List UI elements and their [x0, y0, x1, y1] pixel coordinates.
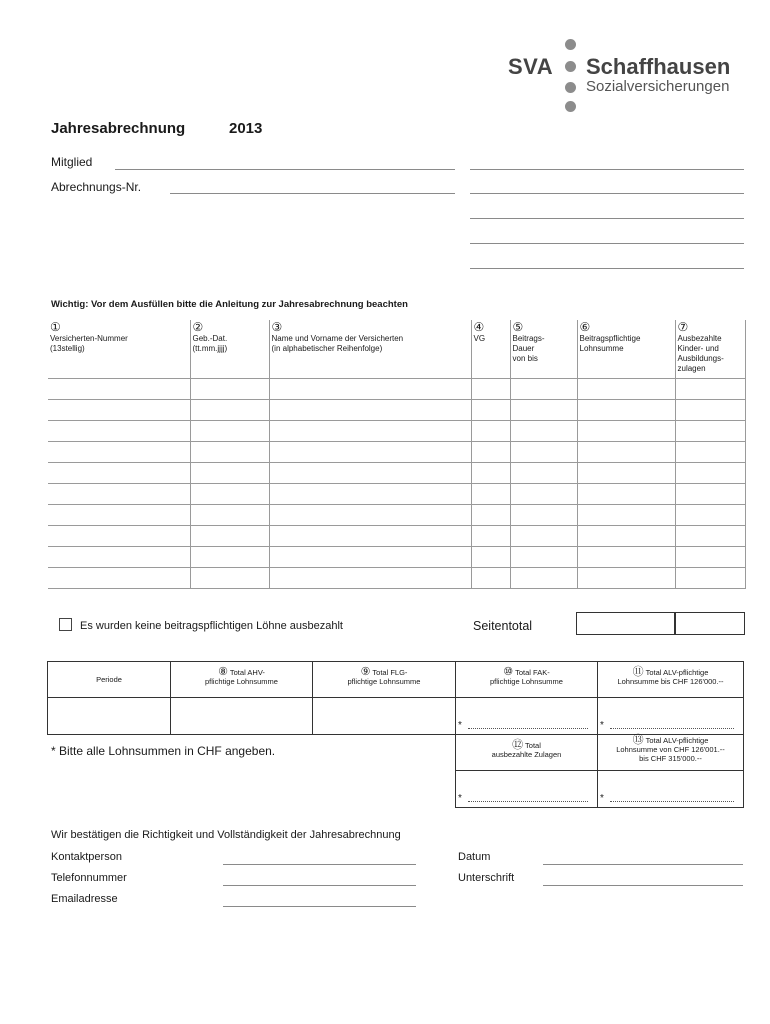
table-cell[interactable] — [48, 547, 190, 568]
table-cell[interactable] — [471, 526, 510, 547]
table-cell[interactable] — [510, 421, 577, 442]
table-cell[interactable] — [190, 463, 269, 484]
allowances-total-field[interactable] — [455, 770, 598, 808]
table-cell[interactable] — [269, 400, 471, 421]
table-cell[interactable] — [471, 442, 510, 463]
table-cell[interactable] — [577, 463, 675, 484]
table-cell[interactable] — [269, 526, 471, 547]
fak-total-field[interactable] — [455, 697, 598, 735]
ahv-header: ⑧ Total AHV- pflichtige Lohnsumme — [170, 661, 313, 698]
table-cell[interactable] — [471, 484, 510, 505]
alv2-total-field[interactable] — [597, 770, 744, 808]
ahv-total-field[interactable] — [170, 697, 313, 735]
table-cell[interactable] — [675, 547, 745, 568]
col-header: ② Geb.-Dat. (tt.mm.jjjj) — [190, 320, 269, 379]
contact-label: Kontaktperson — [51, 851, 122, 863]
flg-total-field[interactable] — [312, 697, 456, 735]
date-field[interactable] — [543, 864, 743, 865]
signature-field[interactable] — [543, 885, 743, 886]
page-total-allowances-field[interactable] — [674, 612, 745, 635]
table-cell[interactable] — [510, 442, 577, 463]
table-cell[interactable] — [510, 484, 577, 505]
col-header: ① Versicherten-Nummer (13stellig) — [48, 320, 190, 379]
table-cell[interactable] — [190, 421, 269, 442]
date-label: Datum — [458, 851, 491, 863]
table-cell[interactable] — [190, 568, 269, 589]
alv-header: ⑪ Total ALV-pflichtige Lohnsumme bis CHF 126'000.-- — [597, 661, 744, 698]
alv-total-field[interactable] — [597, 697, 744, 735]
table-cell[interactable] — [269, 568, 471, 589]
table-cell[interactable] — [269, 505, 471, 526]
table-cell[interactable] — [577, 400, 675, 421]
table-row — [48, 379, 745, 400]
col-header: ③ Name und Vorname der Versicherten (in alphabetischer Reihenfolge) — [269, 320, 471, 379]
col-header: ⑦ Ausbezahlte Kinder- und Ausbildungs- zulagen — [675, 320, 745, 379]
table-cell[interactable] — [510, 526, 577, 547]
year: 2013 — [229, 120, 263, 137]
table-row — [48, 421, 745, 442]
address-line[interactable] — [470, 193, 744, 194]
table-cell[interactable] — [48, 421, 190, 442]
table-cell[interactable] — [48, 568, 190, 589]
table-cell[interactable] — [577, 526, 675, 547]
page-total-label: Seitentotal — [473, 619, 533, 633]
table-cell[interactable] — [675, 463, 745, 484]
allowances-dotted-line — [468, 801, 588, 802]
address-line[interactable] — [470, 243, 744, 244]
logo-dot — [565, 61, 576, 72]
table-cell[interactable] — [577, 379, 675, 400]
table-cell[interactable] — [48, 400, 190, 421]
table-cell[interactable] — [675, 526, 745, 547]
no-wages-label: Es wurden keine beitragspflichtigen Löhne ausbezahlt — [80, 620, 343, 632]
table-cell[interactable] — [577, 484, 675, 505]
col-header: ⑥ Beitragspflichtige Lohnsumme — [577, 320, 675, 379]
table-cell[interactable] — [510, 400, 577, 421]
table-cell[interactable] — [577, 421, 675, 442]
table-cell[interactable] — [190, 400, 269, 421]
account-number-field[interactable] — [170, 193, 455, 194]
summary-grid — [47, 661, 744, 808]
table-cell[interactable] — [269, 463, 471, 484]
table-cell[interactable] — [510, 547, 577, 568]
table-cell[interactable] — [675, 400, 745, 421]
table-cell[interactable] — [190, 547, 269, 568]
contact-field[interactable] — [223, 864, 416, 865]
table-header — [48, 320, 745, 379]
chf-note: * Bitte alle Lohnsummen in CHF angeben. — [51, 744, 276, 758]
period-field[interactable] — [47, 697, 171, 735]
table-row — [48, 568, 745, 589]
star: * — [458, 720, 462, 731]
table-row — [48, 526, 745, 547]
no-wages-checkbox[interactable] — [59, 618, 72, 631]
table-cell[interactable] — [577, 505, 675, 526]
table-cell[interactable] — [510, 379, 577, 400]
table-cell[interactable] — [190, 379, 269, 400]
logo-dot — [565, 101, 576, 112]
logo-dot — [565, 82, 576, 93]
logo-name: Schaffhausen — [586, 54, 731, 79]
table-cell[interactable] — [675, 379, 745, 400]
table-cell[interactable] — [269, 379, 471, 400]
table-cell[interactable] — [190, 526, 269, 547]
table-cell[interactable] — [471, 547, 510, 568]
table-cell[interactable] — [675, 442, 745, 463]
table-cell[interactable] — [48, 379, 190, 400]
member-label: Mitglied — [51, 155, 93, 169]
email-label: Emailadresse — [51, 893, 118, 905]
table-cell[interactable] — [471, 463, 510, 484]
signature-label: Unterschrift — [458, 872, 515, 884]
col-header: ⑤ Beitrags- Dauer von bis — [510, 320, 577, 379]
page-total-wages-field[interactable] — [576, 612, 676, 635]
table-cell[interactable] — [675, 568, 745, 589]
address-line[interactable] — [470, 169, 744, 170]
table-cell[interactable] — [190, 442, 269, 463]
table-cell[interactable] — [510, 568, 577, 589]
table-cell[interactable] — [190, 484, 269, 505]
table-cell[interactable] — [48, 442, 190, 463]
table-cell[interactable] — [269, 421, 471, 442]
notice: Wichtig: Vor dem Ausfüllen bitte die Anleitung zur Jahresabrechnung beachten — [51, 299, 408, 310]
table-cell[interactable] — [510, 505, 577, 526]
table-cell[interactable] — [471, 568, 510, 589]
employee-table — [48, 320, 746, 589]
allowances-header: ⑫ Total ausbezahlte Zulagen — [455, 734, 598, 771]
account-number-label: Abrechnungs-Nr. — [51, 180, 142, 194]
alv-dotted-line — [610, 728, 734, 729]
star: * — [458, 793, 462, 804]
logo-brand: SVA — [508, 54, 554, 79]
table-cell[interactable] — [471, 421, 510, 442]
table-cell[interactable] — [510, 463, 577, 484]
table-cell[interactable] — [577, 442, 675, 463]
phone-field[interactable] — [223, 885, 416, 886]
table-cell[interactable] — [48, 463, 190, 484]
table-cell[interactable] — [471, 400, 510, 421]
table-row — [48, 442, 745, 463]
logo-subtitle: Sozialversicherungen — [586, 78, 730, 95]
table-row — [48, 547, 745, 568]
table-cell[interactable] — [269, 547, 471, 568]
star: * — [600, 793, 604, 804]
fak-header: ⑩ Total FAK- pflichtige Lohnsumme — [455, 661, 598, 698]
table-row — [48, 505, 745, 526]
page-title: Jahresabrechnung — [51, 120, 186, 137]
table-cell[interactable] — [48, 484, 190, 505]
table-cell[interactable] — [471, 379, 510, 400]
flg-header: ⑨ Total FLG- pflichtige Lohnsumme — [312, 661, 456, 698]
table-cell[interactable] — [675, 421, 745, 442]
table-row — [48, 484, 745, 505]
table-cell[interactable] — [471, 505, 510, 526]
col-header: ④ VG — [471, 320, 510, 379]
table-cell[interactable] — [48, 526, 190, 547]
alv2-header: ⑬ Total ALV-pflichtige Lohnsumme von CHF 126'001.-- bis CHF 315'000.-- — [597, 734, 744, 771]
table-row — [48, 400, 745, 421]
fak-dotted-line — [468, 728, 588, 729]
table-cell[interactable] — [577, 547, 675, 568]
alv2-dotted-line — [610, 801, 734, 802]
confirmation-text: Wir bestätigen die Richtigkeit und Vollständigkeit der Jahresabrechnung — [51, 829, 401, 841]
table-row — [48, 463, 745, 484]
table-cell[interactable] — [675, 505, 745, 526]
phone-label: Telefonnummer — [51, 872, 127, 884]
address-line[interactable] — [470, 218, 744, 219]
table-cell[interactable] — [190, 505, 269, 526]
table-cell[interactable] — [269, 484, 471, 505]
period-header: Periode — [47, 661, 171, 698]
logo-dot — [565, 39, 576, 50]
table-cell[interactable] — [269, 442, 471, 463]
star: * — [600, 720, 604, 731]
email-field[interactable] — [223, 906, 416, 907]
address-line[interactable] — [470, 268, 744, 269]
table-cell[interactable] — [577, 568, 675, 589]
table-cell[interactable] — [48, 505, 190, 526]
member-field[interactable] — [115, 169, 455, 170]
table-cell[interactable] — [675, 484, 745, 505]
